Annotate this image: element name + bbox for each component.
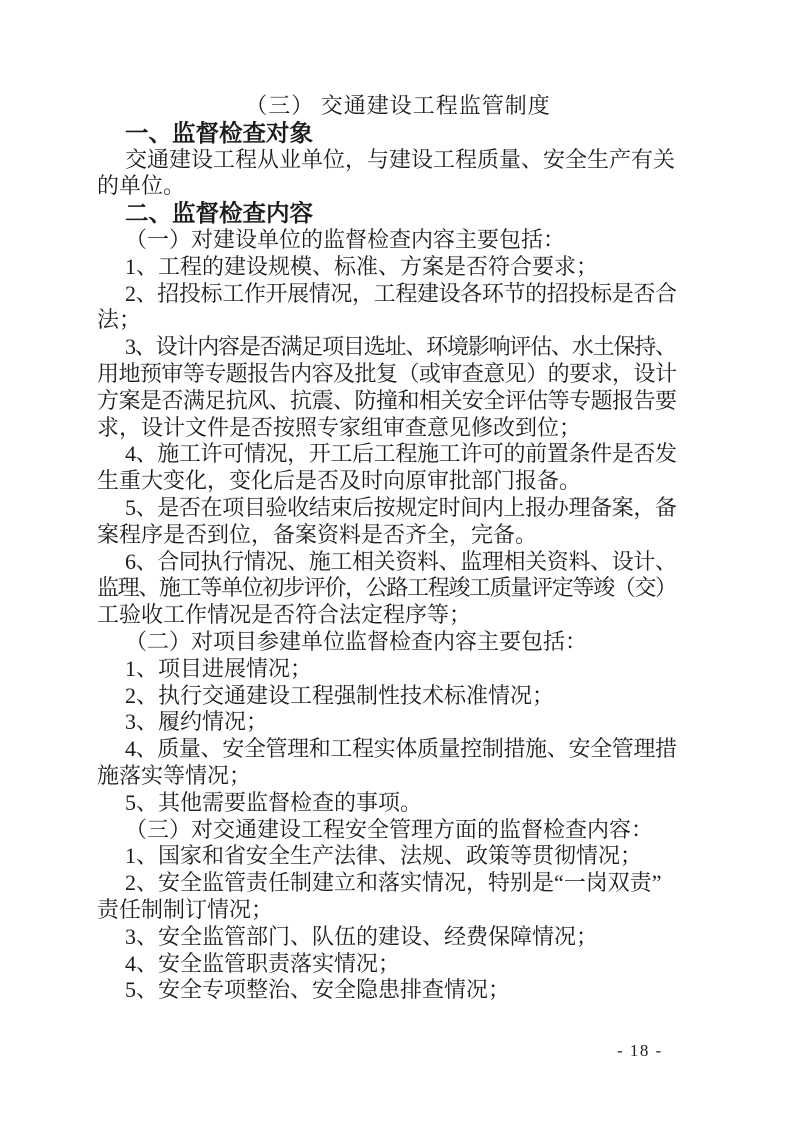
text-line: 4、施工许可情况，开工后工程施工许可的前置条件是否发	[125, 441, 677, 467]
text-line: 5、是否在项目验收结束后按规定时间内上报办理备案，备	[125, 494, 677, 520]
text-line: 案程序是否到位，备案资料是否齐全，完备。	[97, 521, 538, 547]
text-line: 5、其他需要监督检查的事项。	[125, 789, 423, 815]
text-line: 4、安全监管职责落实情况；	[125, 950, 401, 976]
text-line: 方案是否满足抗风、抗震、防撞和相关安全评估等专题报告要	[97, 387, 677, 413]
text-line: 法；	[97, 307, 142, 333]
doc-title: （三） 交通建设工程监管制度	[245, 93, 551, 118]
page-number: - 18 -	[617, 1041, 663, 1060]
text-line: 施落实等情况；	[97, 762, 252, 788]
text-line: 生重大变化，变化后是否及时向原审批部门报备。	[97, 468, 582, 494]
text-line: 2、执行交通建设工程强制性技术标准情况；	[125, 682, 555, 708]
text-line: 6、合同执行情况、施工相关资料、监理相关资料、设计、	[125, 548, 677, 574]
text-line: 3、履约情况；	[125, 709, 269, 735]
text-line: 4、质量、安全管理和工程实体质量控制措施、安全管理措	[125, 736, 677, 762]
text-line: 5、安全专项整治、安全隐患排查情况；	[125, 977, 511, 1003]
text-line: 交通建设工程从业单位，与建设工程质量、安全生产有关	[125, 146, 676, 172]
text-line: 2、招投标工作开展情况，工程建设各环节的招投标是否合	[125, 280, 677, 306]
text-block	[97, 93, 677, 1004]
text-line: 求，设计文件是否按照专家组审查意见修改到位；	[97, 414, 582, 440]
text-line: （一）对建设单位的监督检查内容主要包括：	[125, 226, 566, 252]
text-line: 1、国家和省安全生产法律、法规、政策等贯彻情况；	[125, 843, 643, 869]
text-line: （二）对项目参建单位监督检查内容主要包括：	[125, 628, 588, 654]
text-line: 1、工程的建设规模、标准、方案是否符合要求；	[125, 253, 599, 279]
text-line: 2、安全监管责任制建立和落实情况，特别是“一岗双责”	[125, 870, 662, 896]
text-line: 监理、施工等单位初步评价，公路工程竣工质量评定等竣（交）	[97, 575, 676, 601]
text-line: 1、项目进展情况；	[125, 655, 313, 681]
text-line: 的单位。	[97, 173, 186, 199]
section-heading: 二、监督检查内容	[125, 200, 313, 227]
text-line: 责任制制订情况；	[97, 896, 274, 922]
text-line: 3、设计内容是否满足项目选址、环境影响评估、水土保持、	[125, 334, 676, 360]
text-line: 用地预审等专题报告内容及批复（或审查意见）的要求，设计	[97, 360, 677, 386]
text-line: 工验收工作情况是否符合法定程序等；	[97, 602, 472, 628]
text-line: （三）对交通建设工程安全管理方面的监督检查内容：	[125, 816, 654, 842]
section-heading: 一、监督检查对象	[125, 119, 313, 146]
text-line: 3、安全监管部门、队伍的建设、经费保障情况；	[125, 923, 599, 949]
